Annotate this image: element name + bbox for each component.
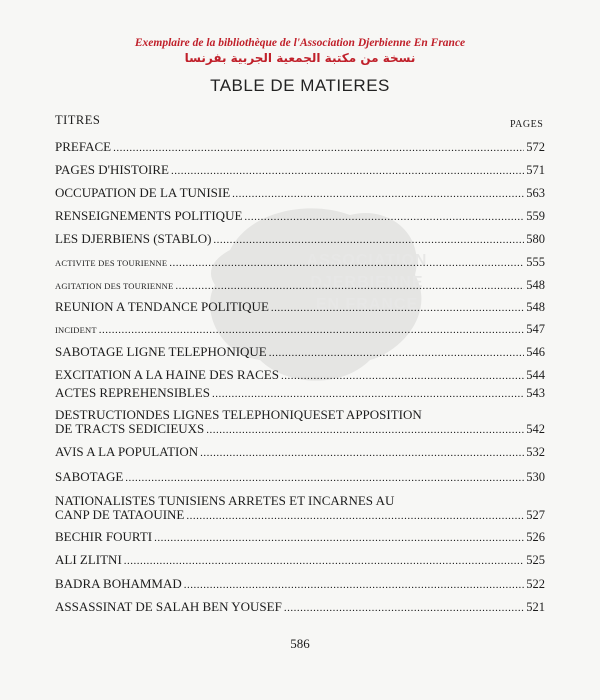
toc-entry-title: AGITATION DES TOURIENNE [55, 281, 174, 291]
toc-entry-page: 525 [526, 553, 545, 567]
watermark-line-2: DJERBIENNE [310, 274, 424, 291]
toc-entry-title: AVIS A LA POPULATION [55, 444, 199, 459]
leader-dots [184, 578, 524, 592]
toc-entry-page: 559 [526, 209, 545, 223]
toc-entry [55, 232, 545, 247]
leader-dots [171, 164, 524, 178]
toc-entry-title: ALI ZLITNI [55, 552, 122, 567]
toc-entry [55, 322, 545, 337]
toc-entry [55, 445, 545, 460]
toc-entry-title: REUNION A TENDANCE POLITIQUE [55, 299, 269, 314]
toc-entry-page: 546 [526, 345, 545, 359]
toc-entry-page: 572 [526, 140, 545, 154]
toc-entry-page: 543 [526, 386, 545, 400]
toc-entry-title: ACTIVITE DES TOURIENNE [55, 258, 168, 268]
toc-entry-page: 532 [526, 445, 545, 459]
watermark-line-3: EN FRANCE [315, 296, 419, 313]
toc-entry [55, 278, 545, 293]
toc-entry-title: SABOTAGE [55, 469, 124, 484]
leader-dots [154, 531, 524, 545]
toc-entry-title-continued: DE TRACTS SEDICIEUXS [55, 421, 205, 436]
toc-entry-page: 544 [526, 368, 545, 382]
toc-entry-title: LES DJERBIENS (STABLO) [55, 231, 212, 246]
toc-entry-page: 548 [526, 300, 545, 314]
leader-dots [206, 423, 524, 437]
toc-entry-page: 530 [526, 470, 545, 484]
toc-entry [55, 300, 545, 315]
toc-entry-page: 571 [526, 163, 545, 177]
toc-entry-title: BECHIR FOURTI [55, 529, 153, 544]
watermark-line-1: ASSOCIATION [306, 252, 428, 269]
leader-dots [124, 554, 524, 568]
column-header-titles: TITRES [55, 113, 101, 127]
toc-entry [55, 577, 545, 592]
toc-entry-page: 548 [526, 278, 545, 292]
toc-entry-page: 527 [526, 508, 545, 522]
library-ownership-line-arabic: نسخة من مكتبة الجمعية الجربية بفرنسا [184, 51, 416, 65]
column-header-pages: PAGES [510, 119, 544, 130]
toc-entry-title: INCIDENT [55, 325, 97, 335]
leader-dots [125, 471, 524, 485]
toc-entry-title: ACTES REPREHENSIBLES [55, 385, 210, 400]
leader-dots [212, 387, 524, 401]
leader-dots [200, 446, 524, 460]
toc-entry [55, 368, 545, 383]
page-number: 586 [290, 636, 310, 651]
toc-entry-title: EXCITATION A LA HAINE DES RACES [55, 367, 279, 382]
toc-entry-page: 547 [526, 322, 545, 336]
toc-entry-page: 580 [526, 232, 545, 246]
toc-entry [55, 553, 545, 568]
toc-entry [55, 470, 545, 485]
toc-entry-title: DESTRUCTIONDES LIGNES TELEPHONIQUESET APPOSITION [55, 407, 422, 422]
toc-entry [55, 140, 545, 155]
toc-entry [55, 386, 545, 401]
toc-entry-multiline [55, 408, 545, 437]
leader-dots [284, 601, 524, 615]
toc-entry-title: SABOTAGE LIGNE TELEPHONIQUE [55, 344, 267, 359]
toc-entry [55, 163, 545, 178]
leader-dots [213, 233, 524, 247]
toc-entry [55, 209, 545, 224]
leader-dots [281, 369, 524, 383]
toc-entry [55, 600, 545, 615]
library-ownership-line: Exemplaire de la bibliothèque de l'Association Djerbienne En France [134, 37, 466, 49]
toc-entry-page: 521 [526, 600, 545, 614]
toc-entry [55, 345, 545, 360]
leader-dots [113, 141, 524, 155]
toc-entry-page: 542 [526, 422, 545, 436]
leader-dots [244, 210, 524, 224]
toc-entry [55, 186, 545, 201]
toc-entry-page: 526 [526, 530, 545, 544]
page-title: TABLE DE MATIERES [210, 76, 390, 95]
leader-dots [269, 346, 524, 360]
toc-entry-title-continued: CANP DE TATAOUINE [55, 507, 185, 522]
toc-entry-page: 522 [526, 577, 545, 591]
toc-entry-page: 563 [526, 186, 545, 200]
toc-entry-title: NATIONALISTES TUNISIENS ARRETES ET INCARNES AU [55, 493, 395, 508]
toc-entry-title: PREFACE [55, 139, 112, 154]
leader-dots [271, 301, 524, 315]
toc-entry-multiline [55, 494, 545, 523]
leader-dots [175, 279, 524, 293]
leader-dots [99, 323, 525, 337]
toc-entry-page: 555 [526, 255, 545, 269]
leader-dots [186, 509, 524, 523]
toc-entry-title: OCCUPATION DE LA TUNISIE [55, 185, 231, 200]
toc-entry-title: ASSASSINAT DE SALAH BEN YOUSEF [55, 599, 282, 614]
toc-entry-title: BADRA BOHAMMAD [55, 576, 182, 591]
toc-entry [55, 255, 545, 270]
toc-entry-title: PAGES D'HISTOIRE [55, 162, 169, 177]
leader-dots [232, 187, 524, 201]
toc-entry [55, 530, 545, 545]
leader-dots [169, 256, 524, 270]
toc-entry-title: RENSEIGNEMENTS POLITIQUE [55, 208, 243, 223]
